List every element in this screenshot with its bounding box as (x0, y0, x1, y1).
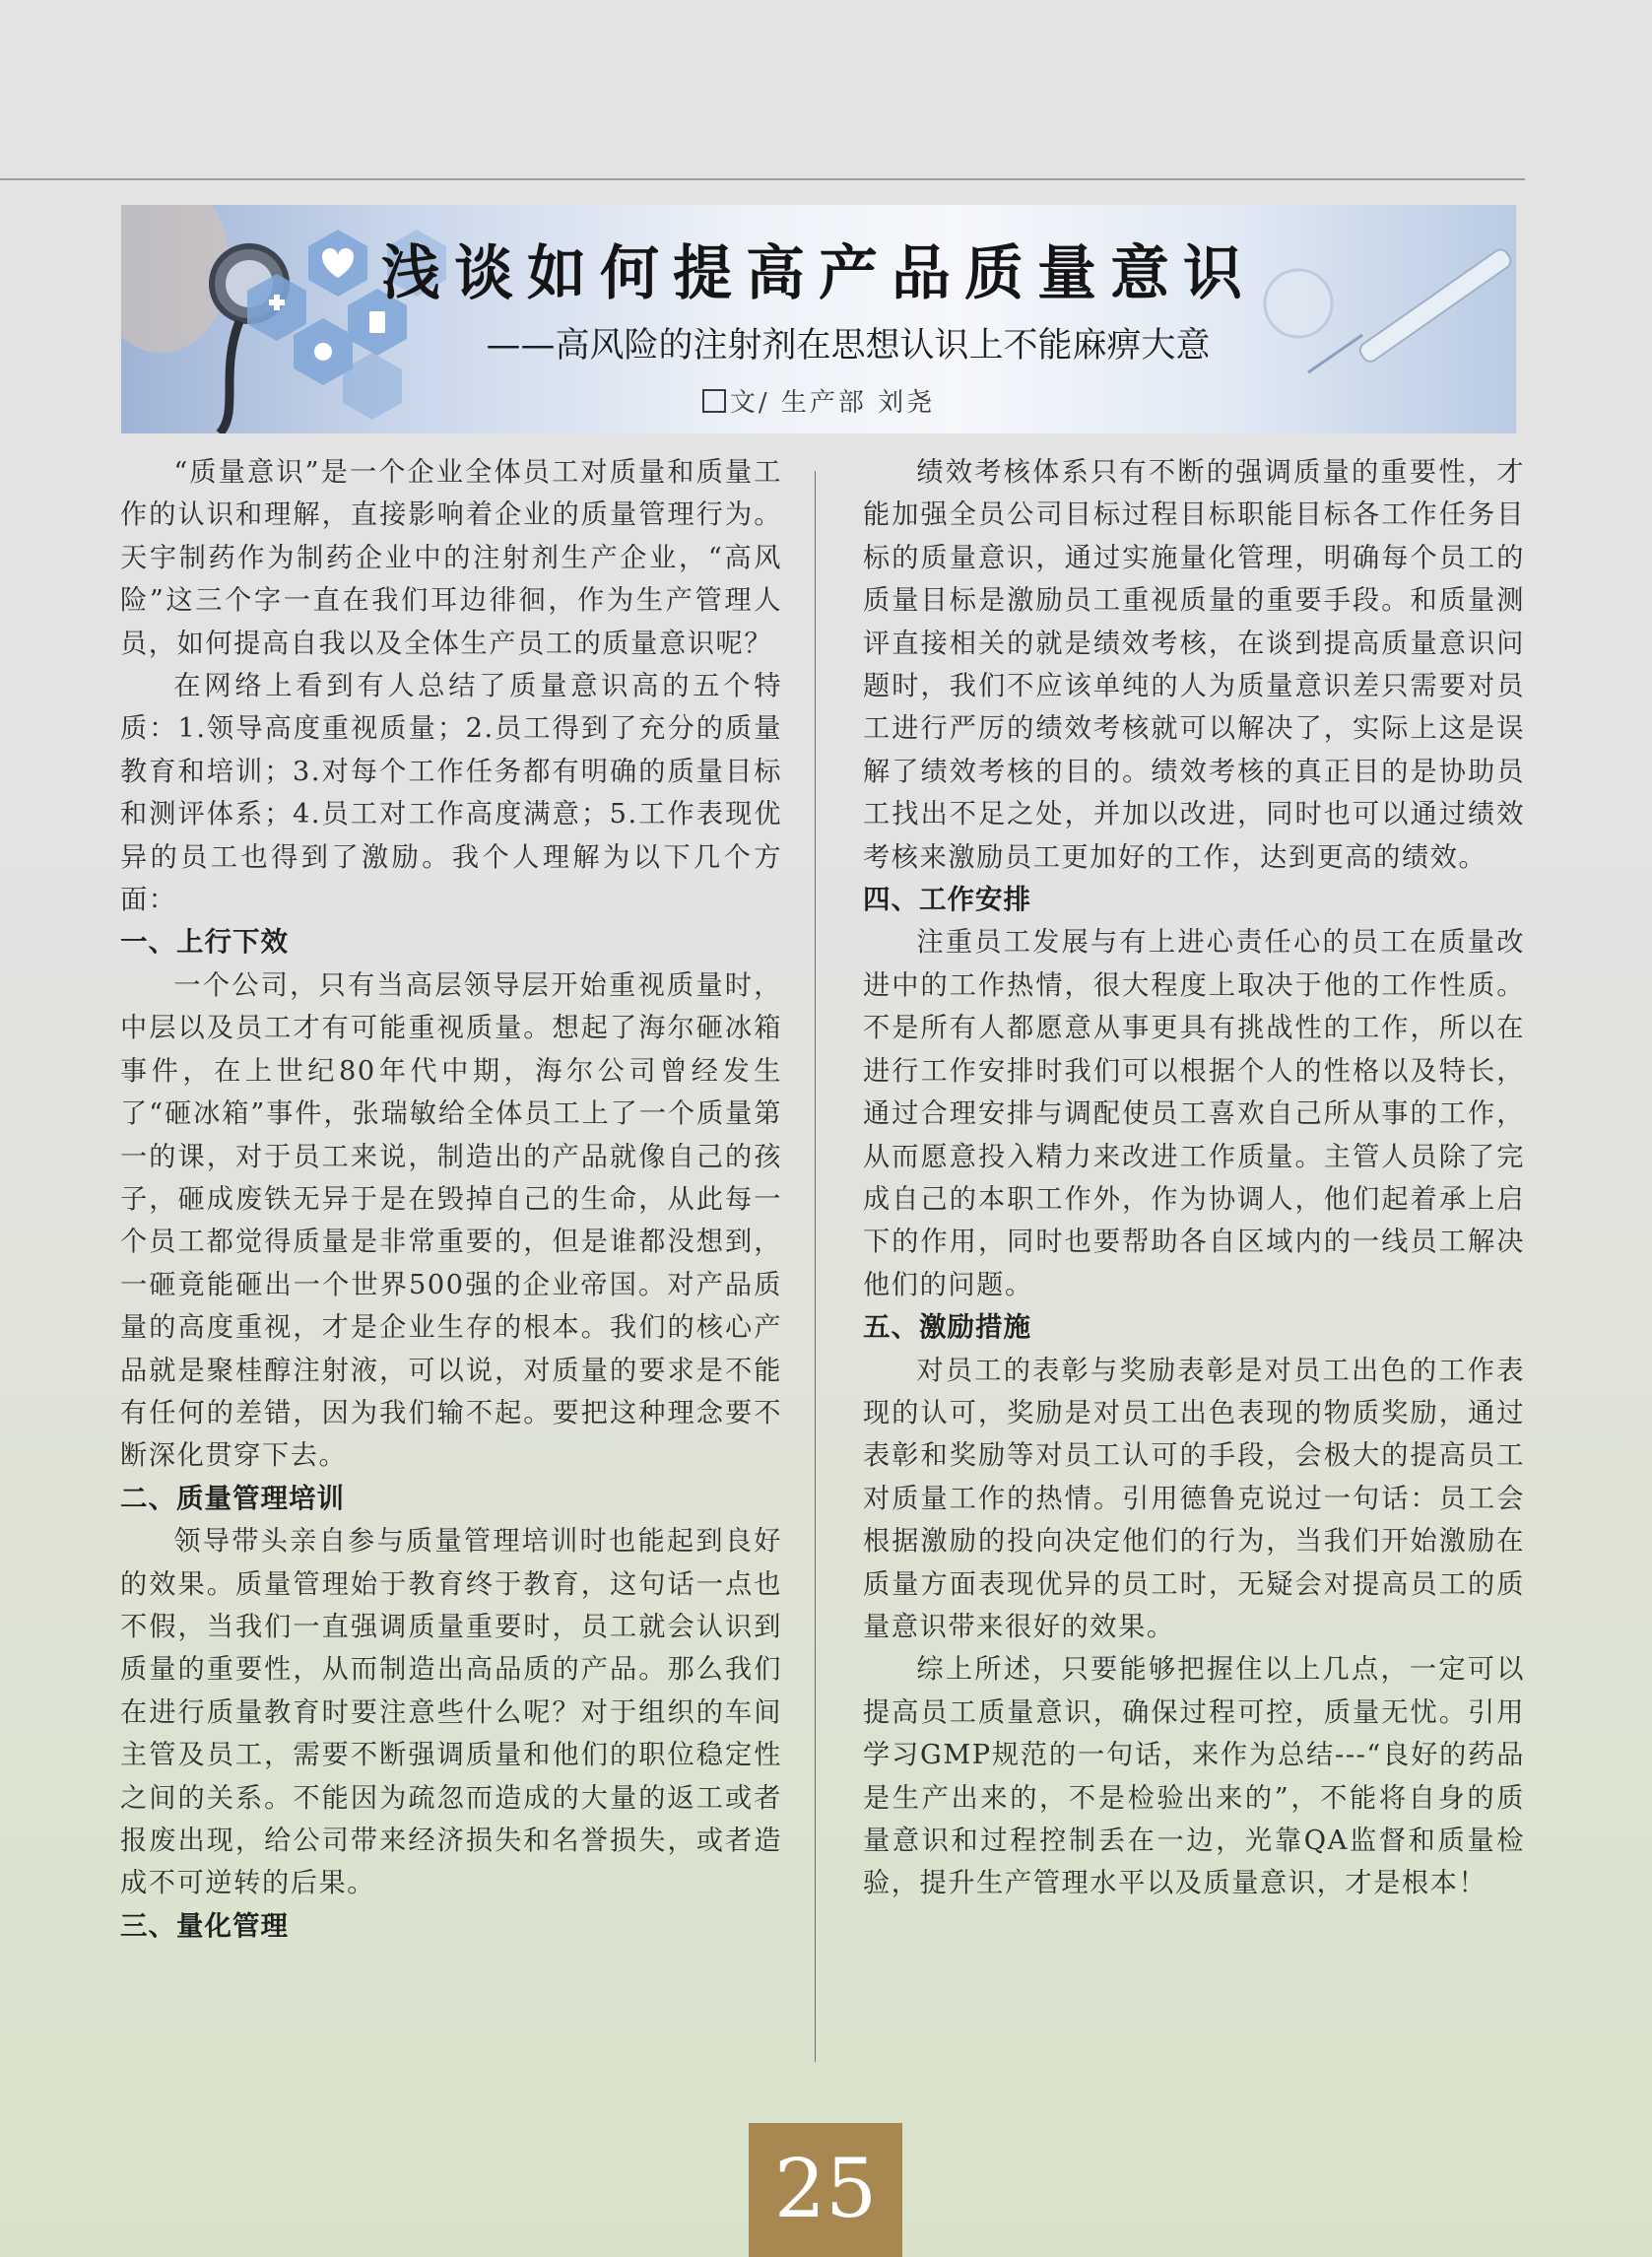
byline (121, 382, 1516, 419)
column-divider (815, 471, 816, 2062)
byline-text: 文/ 生产部 刘尧 (729, 388, 936, 418)
section-heading: 三、量化管理 (120, 1909, 289, 1942)
top-rule (0, 178, 1525, 180)
paragraph: 一个公司，只有当高层领导层开始重视质量时，中层以及员工才有可能重视质量。想起了海尔砸冰箱事件，在上世纪80年代中期，海尔公司曾经发生了“砸冰箱”事件，张瑞敏给全体员工上了一个质量第一的课，对于员工来说，制造出的产品就像自己的孩子，砸成废铁无异于是在毁掉自己的生命，从此每一个员工都觉得质量是非常重要的，但是谁都没想到，一砸竟能砸出一个世界500强的企业帝国。对产品质量的高度重视，才是企业生存的根本。我们的核心产品就是聚桂醇注射液，可以说，对质量的要求是不能有任何的差错，因为我们输不起。要把这种理念要不断深化贯穿下去。 (120, 969, 782, 1472)
section-heading: 一、上行下效 (120, 926, 289, 959)
article-title: 浅谈如何提高产品质量意识 (381, 239, 1256, 308)
right-column (863, 451, 1525, 1905)
paragraph: “质量意识”是一个企业全体员工对质量和质量工作的认识和理解，直接影响着企业的质量管理行为。天宇制药作为制药企业中的注射剂生产企业，“高风险”这三个字一直在我们耳边徘徊，作为生产管理人员，如何提高自我以及全体生产员工的质量意识呢？ (120, 457, 782, 659)
section-heading: 五、激励措施 (863, 1311, 1031, 1344)
article-banner (121, 205, 1516, 433)
paragraph: 领导带头亲自参与质量管理培训时也能起到良好的效果。质量管理始于教育终于教育，这句话一点也不假，当我们一直强调质量重要时，员工就会认识到质量的重要性，从而制造出高品质的产品。那么我们在进行质量教育时要注意些什么呢？对于组织的车间主管及员工，需要不断强调质量和他们的职位稳定性之间的关系。不能因为疏忽而造成的大量的返工或者报废出现，给公司带来经济损失和名誉损失，或者造成不可逆转的后果。 (120, 1526, 782, 1899)
square-box-icon (702, 389, 726, 413)
paragraph: 在网络上看到有人总结了质量意识高的五个特质：1.领导高度重视质量；2.员工得到了充分的质量教育和培训；3.对每个工作任务都有明确的质量目标和测评体系；4.员工对工作高度满意；5.工作表现优异的员工也得到了激励。我个人理解为以下几个方面： (120, 671, 782, 916)
paragraph: 绩效考核体系只有不断的强调质量的重要性，才能加强全员公司目标过程目标职能目标各工作任务目标的质量意识，通过实施量化管理，明确每个员工的质量目标是激励员工重视质量的重要手段。和质量测评直接相关的就是绩效考核，在谈到提高质量意识问题时，我们不应该单纯的人为质量意识差只需要对员工进行严厉的绩效考核就可以解决了，实际上这是误解了绩效考核的目的。绩效考核的真正目的是协助员工找出不足之处，并加以改进，同时也可以通过绩效考核来激励员工更加好的工作，达到更高的绩效。 (863, 457, 1525, 873)
paragraph: 注重员工发展与有上进心责任心的员工在质量改进中的工作热情，很大程度上取决于他的工作性质。不是所有人都愿意从事更具有挑战性的工作，所以在进行工作安排时我们可以根据个人的性格以及特长，通过合理安排与调配使员工喜欢自己所从事的工作，从而愿意投入精力来改进工作质量。主管人员除了完成自己的本职工作外，作为协调人，他们起着承上启下的作用，同时也要帮助各自区域内的一线员工解决他们的问题。 (863, 927, 1525, 1300)
page-number: 25 (749, 2123, 902, 2257)
article-subtitle: ——高风险的注射剂在思想认识上不能麻痹大意 (486, 326, 1211, 365)
paragraph: 综上所述，只要能够把握住以上几点，一定可以提高员工质量意识，确保过程可控，质量无忧。引用学习GMP规范的一句话，来作为总结---“良好的药品是生产出来的，不是检验出来的”，不能将自身的质量意识和过程控制丢在一边，光靠QA监督和质量检验，提升生产管理水平以及质量意识，才是根本！ (863, 1654, 1525, 1899)
paragraph: 对员工的表彰与奖励表彰是对员工出色的工作表现的认可，奖励是对员工出色表现的物质奖励，通过表彰和奖励等对员工认可的手段，会极大的提高员工对质量工作的热情。引用德鲁克说过一句话：员工会根据激励的投向决定他们的行为，当我们开始激励在质量方面表现优异的员工时，无疑会对提高员工的质量意识带来很好的效果。 (863, 1355, 1525, 1642)
left-column (120, 451, 782, 1948)
section-heading: 二、质量管理培训 (120, 1482, 345, 1514)
section-heading: 四、工作安排 (863, 884, 1031, 916)
